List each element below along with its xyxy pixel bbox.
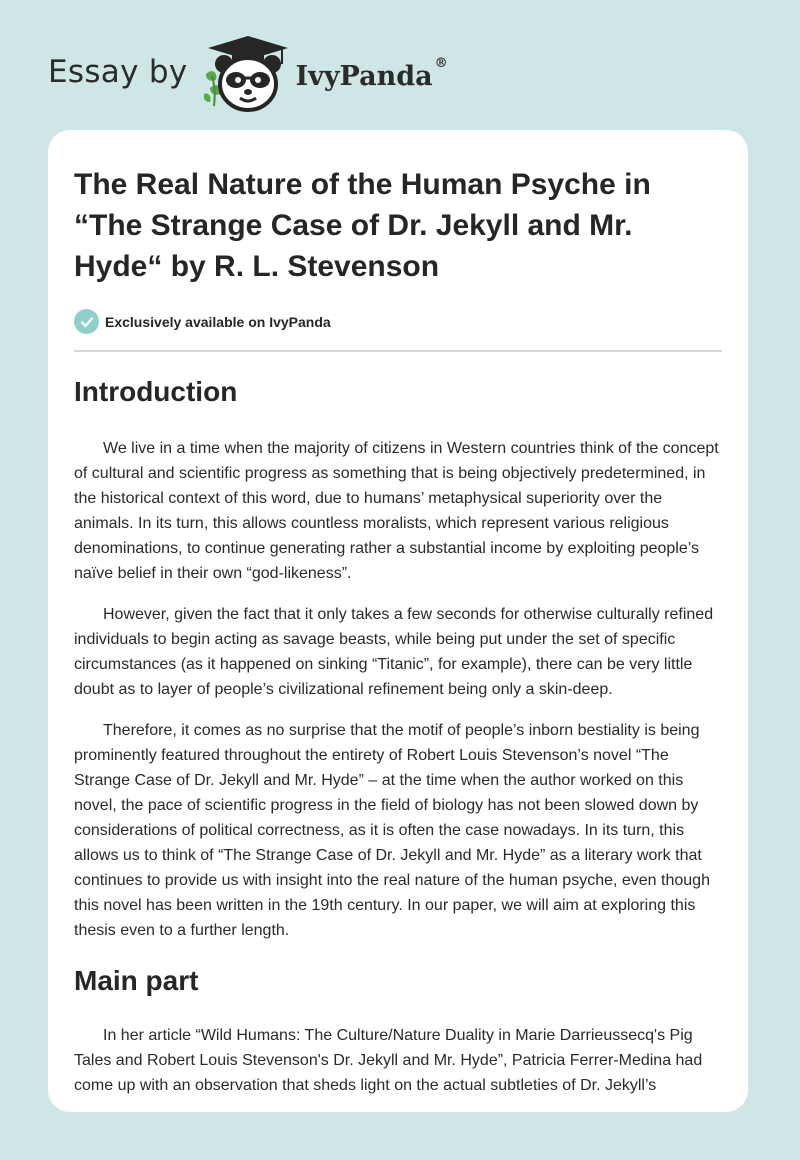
paragraph: Therefore, it comes as no surprise that the motif of people’s inborn bestiality is being prominently featured throughout the entirety of Robert Louis Stevenson’s novel “The Strange Case of Dr. Jekyll and Mr. Hyde” – at the time when the author worked on this novel, the pace of scientific progress in the field of biology has not been slowed down by considerations of political correctness, as it is often the case nowadays. In its turn, this allows us to think of “The Strange Case of Dr. Jekyll and Mr. Hyde” as a literary work that continues to provide us with insight into the real nature of the human psyche, even though this novel has been written in the 19th century. In our paper, we will aim at exploring this thesis even to a further length. <box>74 722 710 939</box>
panda-logo-icon[interactable] <box>202 34 288 114</box>
exclusive-label: Exclusively available on IvyPanda <box>105 313 331 330</box>
registered-mark: ® <box>434 55 448 71</box>
paragraph: We live in a time when the majority of citizens in Western countries think of the concept of cultural and scientific progress as something that is being objectively predetermined, in the historical context of this word, due to humans’ metaphysical superiority over the animals. In its turn, this allows countless moralists, which represent various religious denominations, to continue generating rather a substantial income by exploiting people’s naïve belief in their own “god-likeness”. <box>74 440 719 582</box>
section-heading-introduction: Introduction <box>74 376 238 407</box>
check-circle-icon <box>74 309 99 334</box>
brand-name[interactable]: IvyPanda ® <box>295 55 448 92</box>
essay-title: The Real Nature of the Human Psyche in “The Strange Case of Dr. Jekyll and Mr. Hyde“ by R. L. Stevenson <box>74 168 651 283</box>
paragraph: However, given the fact that it only takes a few seconds for otherwise culturally refined individuals to begin acting as savage beasts, while being put under the set of specific circumstances (as it happened on sinking “Titanic”, for example), there can be very little doubt as to layer of people’s civilizational refinement being only a skin-deep. <box>74 606 714 698</box>
paragraph: In her article “Wild Humans: The Culture/Nature Duality in Marie Darrieussecq's Pig Tales and Robert Louis Stevenson's Dr. Jekyll and Mr. Hyde”, Patricia Ferrer-Medina had come up with an observation that sheds light on the actual subtleties of Dr. Jekyll’s <box>74 1027 703 1094</box>
essay-card <box>48 130 748 1112</box>
exclusive-badge-row <box>74 309 722 352</box>
site-header <box>48 34 448 114</box>
section-heading-main-part: Main part <box>74 965 199 996</box>
essay-by-label: Essay by <box>48 54 188 90</box>
